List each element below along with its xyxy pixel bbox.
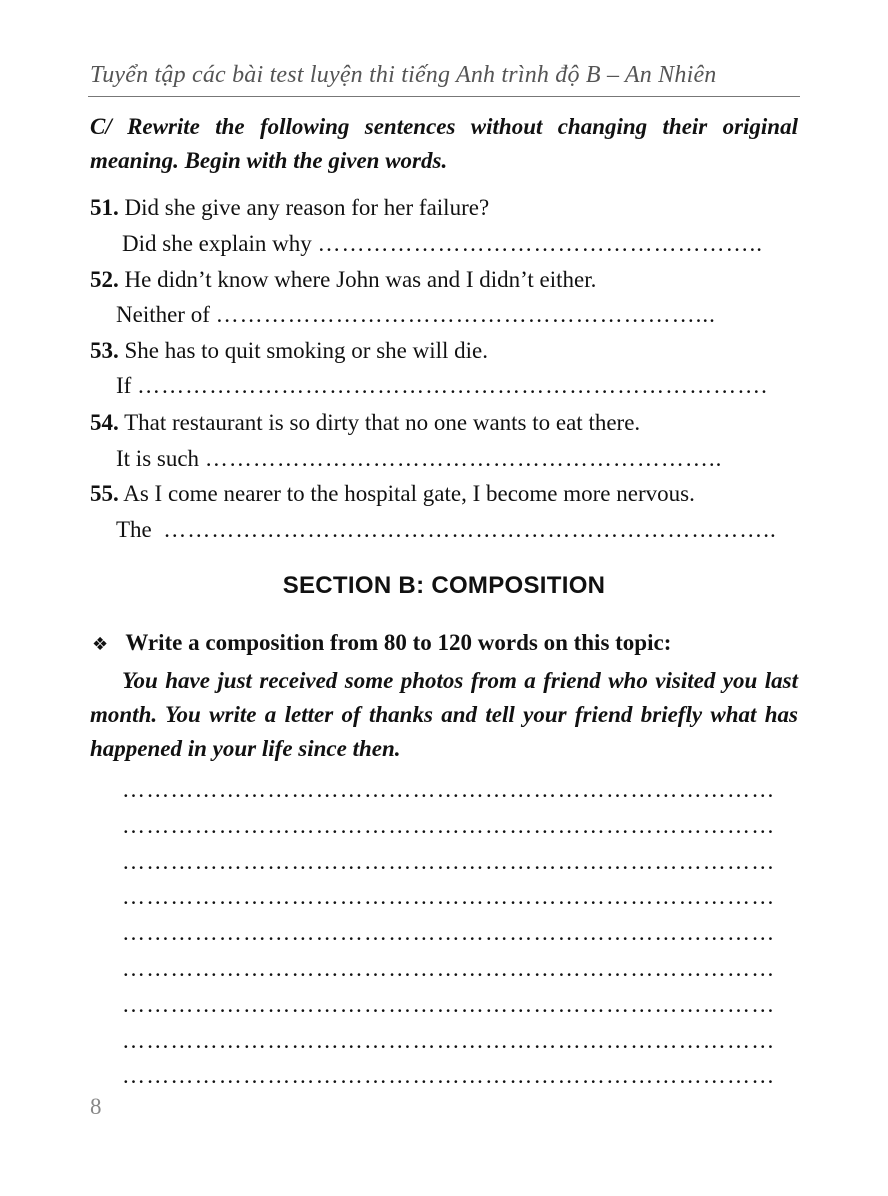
diamond-bullet-icon: ❖ bbox=[92, 634, 109, 655]
answer-line-54[interactable] bbox=[116, 444, 798, 474]
answer-line-52[interactable] bbox=[116, 300, 798, 330]
section-b-title: SECTION B: COMPOSITION bbox=[282, 572, 606, 599]
answer-dots: ………………………………………………………………….. bbox=[163, 517, 777, 542]
question-sentence: That restaurant is so dirty that no one wants to eat there. bbox=[124, 410, 641, 435]
header-rule bbox=[88, 96, 800, 97]
answer-prompt: If bbox=[116, 373, 132, 398]
answer-dots: ……………………………………………….. bbox=[317, 231, 763, 256]
writing-line[interactable]: ……………………………………………………………………… bbox=[122, 920, 776, 946]
question-sentence: She has to quit smoking or she will die. bbox=[124, 338, 489, 363]
question-number: 55. bbox=[90, 481, 119, 506]
question-54 bbox=[90, 408, 640, 438]
writing-line[interactable]: ……………………………………………………………………… bbox=[122, 1063, 776, 1089]
answer-line-53[interactable] bbox=[116, 371, 798, 401]
question-number: 52. bbox=[90, 267, 119, 292]
answer-line-51[interactable] bbox=[122, 229, 798, 259]
answer-dots: ……………………………………………………………………. bbox=[137, 373, 768, 398]
composition-task bbox=[92, 630, 671, 656]
answer-dots: ……………………………………………………….. bbox=[204, 446, 723, 471]
answer-prompt: The bbox=[116, 517, 152, 542]
writing-area[interactable] bbox=[122, 772, 798, 1094]
question-sentence: Did she give any reason for her failure? bbox=[124, 195, 490, 220]
writing-line[interactable]: ……………………………………………………………………… bbox=[122, 955, 776, 981]
answer-prompt: It is such bbox=[116, 446, 200, 471]
answer-prompt: Did she explain why bbox=[122, 231, 312, 256]
answer-prompt: Neither of bbox=[116, 302, 210, 327]
question-55 bbox=[90, 479, 695, 509]
writing-line[interactable]: ……………………………………………………………………… bbox=[122, 848, 776, 874]
writing-line[interactable]: ……………………………………………………………………… bbox=[122, 991, 776, 1017]
question-number: 51. bbox=[90, 195, 119, 220]
question-51 bbox=[90, 193, 489, 223]
task-text: Write a composition from 80 to 120 words on this topic: bbox=[125, 630, 672, 655]
writing-line[interactable]: ……………………………………………………………………… bbox=[122, 1027, 776, 1053]
question-number: 53. bbox=[90, 338, 119, 363]
composition-topic: You have just received some photos from a friend who visited you last month. You write a letter of thanks and tell your friend briefly what has happened in your life since then. bbox=[90, 668, 798, 761]
question-52 bbox=[90, 265, 596, 295]
answer-line-55[interactable] bbox=[116, 515, 798, 545]
page-number: 8 bbox=[90, 1094, 102, 1119]
writing-line[interactable]: ……………………………………………………………………… bbox=[122, 777, 776, 802]
running-header: Tuyển tập các bài test luyện thi tiếng Anh trình độ B – An Nhiên bbox=[90, 62, 717, 88]
writing-line[interactable]: ……………………………………………………………………… bbox=[122, 884, 776, 910]
question-53 bbox=[90, 336, 488, 366]
answer-dots: ……………………………………………………... bbox=[215, 302, 716, 327]
writing-line[interactable]: ……………………………………………………………………… bbox=[122, 812, 776, 838]
rewrite-instruction: C/ Rewrite the following sentences without changing their original meaning. Begin with the given words. bbox=[90, 114, 798, 173]
question-number: 54. bbox=[90, 410, 119, 435]
question-sentence: He didn’t know where John was and I didn’t either. bbox=[124, 267, 597, 292]
question-sentence: As I come nearer to the hospital gate, I become more nervous. bbox=[123, 481, 695, 506]
